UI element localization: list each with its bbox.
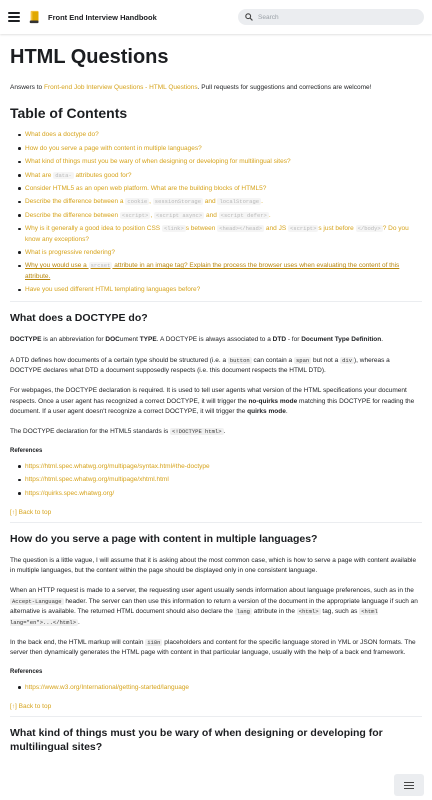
toc-link[interactable]: Describe the difference between <script> , <script async> and <script defer> . <box>25 211 271 219</box>
reference-link[interactable]: https://quirks.spec.whatwg.org/ <box>25 489 115 497</box>
toc-heading: Table of Contents <box>10 105 128 122</box>
divider <box>10 301 422 302</box>
search-input[interactable] <box>258 14 408 21</box>
toc-link[interactable]: What kind of things must you be wary of when designing or developing for multilingual sites? <box>25 158 291 166</box>
toc-link[interactable]: Why you would use a srcset attribute in an image tag? Explain the process the browser uses when evaluating the content of this attribute. <box>25 262 400 280</box>
references-list <box>10 462 422 499</box>
toc-list <box>10 130 422 295</box>
paragraph: The DOCTYPE declaration for the HTML5 standards is <!DOCTYPE html> . <box>10 428 226 436</box>
toc-item <box>18 184 422 194</box>
toc-item <box>18 285 422 295</box>
toc-menu-button[interactable] <box>394 774 424 796</box>
main-content <box>0 34 432 754</box>
back-to-top-link[interactable]: [↑] Back to top <box>10 703 52 711</box>
search-box[interactable] <box>238 9 424 25</box>
toc-link[interactable]: How do you serve a page with content in multiple languages? <box>25 144 202 152</box>
reference-link[interactable]: https://html.spec.whatwg.org/multipage/syntax.html#the-doctype <box>25 462 210 470</box>
references-list <box>10 683 422 693</box>
toc-link[interactable]: What is progressive rendering? <box>25 248 115 256</box>
references-heading: References <box>10 447 43 454</box>
toc-link[interactable]: What are data- attributes good for? <box>25 171 132 179</box>
paragraph: The question is a little vague, I will assume that it is asking about the most common case, which is how to serve a page with content available in multiple languages, but the content within the page should be displayed only in one consistent language. <box>10 556 417 575</box>
search-icon <box>245 13 253 21</box>
reference-link[interactable]: https://www.w3.org/International/getting-started/language <box>25 683 190 691</box>
book-logo-icon[interactable] <box>28 10 42 24</box>
paragraph: A DTD defines how documents of a certain type should be structured (i.e. a button can contain a span but not a div ), whereas a DOCTYPE declares what DTD a document supposedly respects (i.e. this document respects the HTML DTD). <box>10 356 390 374</box>
section-heading-multilingual: What kind of things must you be wary of when designing or developing for multilingual sites? <box>10 727 383 753</box>
reference-link[interactable]: https://html.spec.whatwg.org/multipage/xhtml.html <box>25 476 169 484</box>
divider <box>10 522 422 523</box>
reference-item <box>18 683 422 693</box>
toc-link[interactable]: Consider HTML5 as an open web platform. What are the building blocks of HTML5? <box>25 184 267 192</box>
paragraph: For webpages, the DOCTYPE declaration is required. It is used to tell user agents what version of the HTML specifications your document respects. Once a user agent has recognized a correct DOCTYPE, it will trigger the no-quirks mode matching this DOCTYPE for reading the document. If a user agent doesn't recognize a correct DOCTYPE, it will trigger the quirks mode. <box>10 387 415 416</box>
navbar <box>0 0 432 34</box>
section-heading-multiple-languages: How do you serve a page with content in multiple languages? <box>10 533 318 546</box>
paragraph: When an HTTP request is made to a server, the requesting user agent usually sends information about language preferences, such as in the Accept-Language header. The server can then use this information to return a version of the document in the appropriate language if such an alternative is available. The returned HTML document should also declare the lang attribute in the <html> tag, such as <html lang="en">...</html> . <box>10 587 418 626</box>
reference-item <box>18 462 422 472</box>
toc-item <box>18 224 422 245</box>
toc-link[interactable]: Why is it generally a good idea to position CSS <link> s between <head></head> and JS <script> s just before </body> ? Do you know any exceptions? <box>25 225 409 243</box>
toc-item <box>18 197 422 207</box>
toc-item <box>18 157 422 167</box>
toc-item <box>18 144 422 154</box>
divider <box>10 716 422 717</box>
back-to-top-link[interactable]: [↑] Back to top <box>10 509 52 517</box>
section-heading-doctype: What does a DOCTYPE do? <box>10 312 148 325</box>
toc-item <box>18 130 422 140</box>
intro-paragraph: Answers to Front-end Job Interview Questions - HTML Questions. Pull requests for suggestions and corrections are welcome! <box>10 84 372 91</box>
paragraph: In the back end, the HTML markup will contain i18n placeholders and content for the specific language stored in YML or JSON formats. The server then dynamically generates the HTML page with content in that particular language, usually with the help of a back end framework. <box>10 639 416 657</box>
toc-item <box>18 248 422 258</box>
toc-link[interactable]: Describe the difference between a cookie , sessionStorage and localStorage . <box>25 198 263 206</box>
references-heading: References <box>10 668 43 675</box>
toc-link[interactable]: Have you used different HTML templating languages before? <box>25 286 201 294</box>
toc-item <box>18 261 422 282</box>
reference-item <box>18 489 422 499</box>
intro-link[interactable]: Front-end Job Interview Questions - HTML Questions <box>43 84 198 91</box>
toc-item <box>18 171 422 181</box>
paragraph: DOCTYPE is an abbreviation for DOCument TYPE. A DOCTYPE is always associated to a DTD - for Document Type Definition. <box>10 336 384 344</box>
toc-menu-icon <box>404 782 414 789</box>
reference-item <box>18 475 422 485</box>
hamburger-menu-icon[interactable] <box>8 12 20 22</box>
site-brand[interactable]: Front End Interview Handbook <box>48 12 157 22</box>
toc-item <box>18 211 422 221</box>
toc-link[interactable]: What does a doctype do? <box>25 131 99 139</box>
page-title: HTML Questions <box>10 46 169 68</box>
